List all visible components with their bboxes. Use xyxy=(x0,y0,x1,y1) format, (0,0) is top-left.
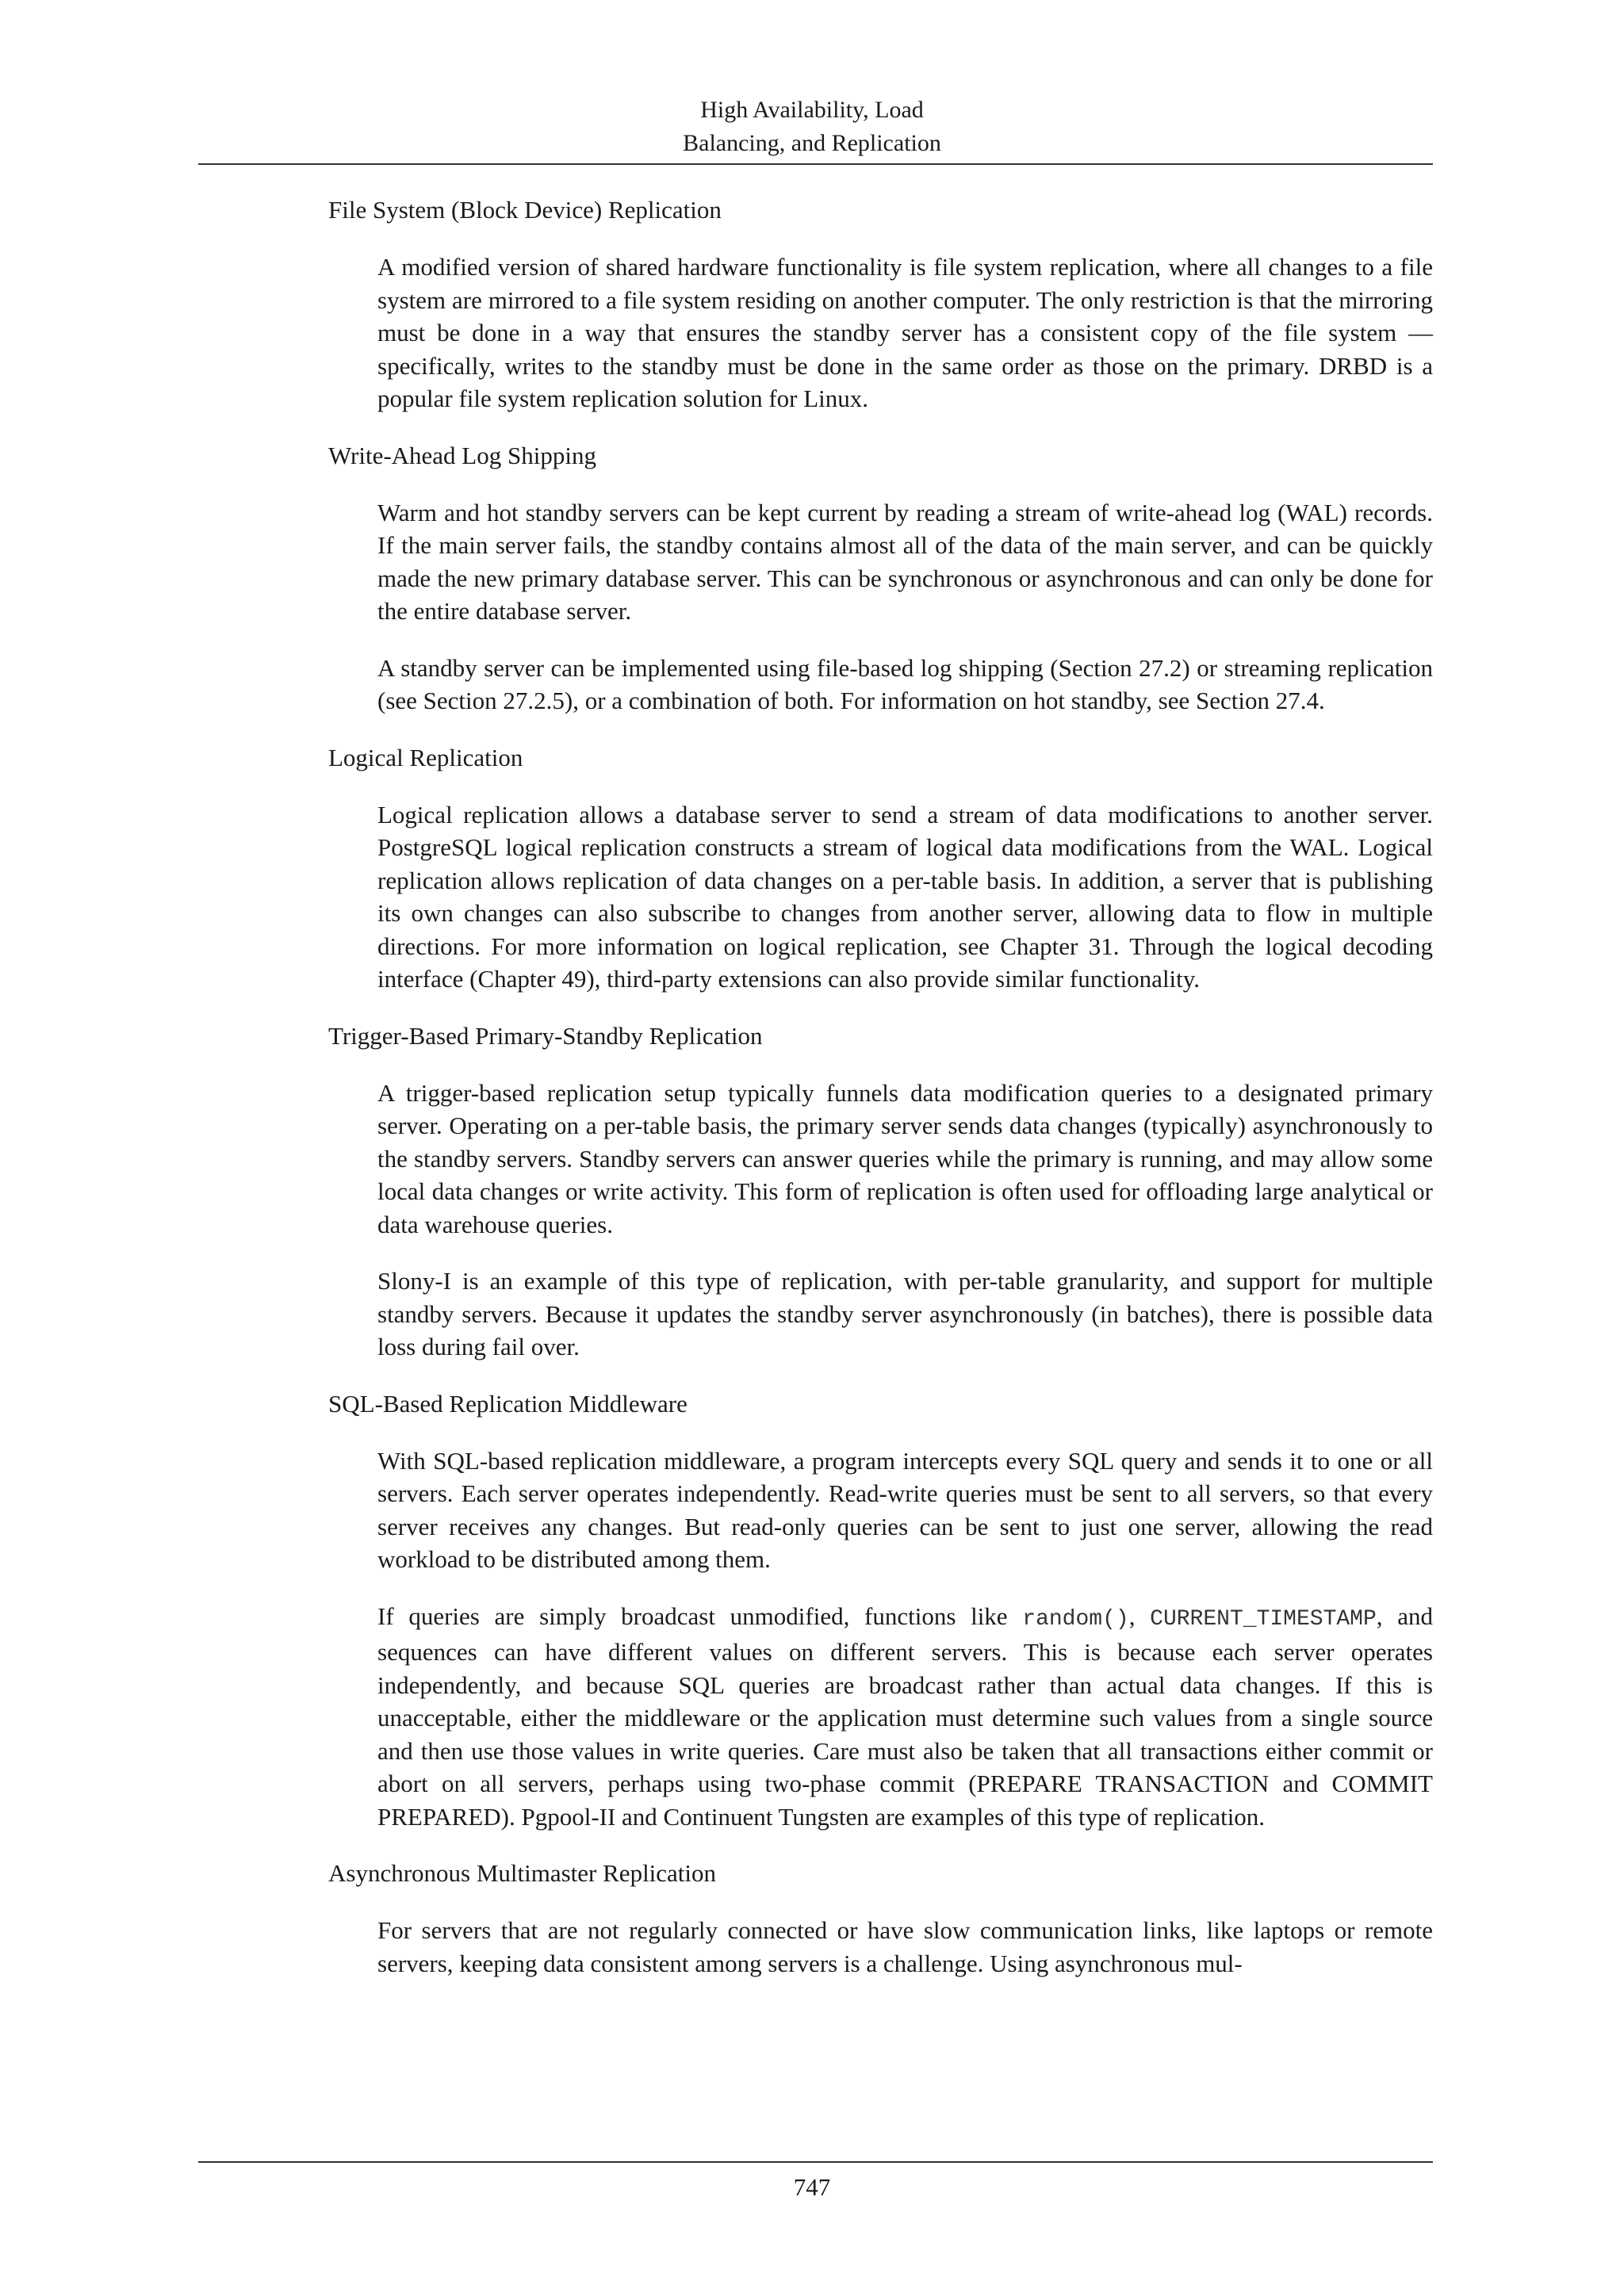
term-logical-replication: Logical Replication xyxy=(328,743,523,771)
text-run: If queries are simply broadcast unmodified, functions like xyxy=(377,1601,1023,1630)
paragraph: Warm and hot standby servers can be kept current by reading a stream of write-ahead log (WAL) records. If the main server fails, the standby contains almost all of the data of the main server, and can be quickly made the new primary database server. This can be synchronous or asynchronous and can only be done for the entire database server. xyxy=(377,498,1433,625)
paragraph: Logical replication allows a database server to send a stream of data modifications to another server. PostgreSQL logical replication constructs a stream of logical data modifications from the WAL. Logical replication allows replication of data changes on a per-table basis. In addition, a server that is publishing its own changes can also subscribe to changes from another server, allowing data to flow in multiple directions. For more information on logical replication, see Chapter 31. Through the logical decoding interface (Chapter 49), third-party extensions can also provide similar functionality. xyxy=(377,800,1433,993)
paragraph: For servers that are not regularly connected or have slow communication links, like laptops or remote servers, keeping data consistent among servers is a challenge. Using asynchronous mul- xyxy=(377,1916,1433,1977)
text-run: , and sequences can have different values on different servers. This is because each server operates independently, and because SQL queries are broadcast rather than actual data changes. If this is unacceptable, either the middleware or the application must determine such values from a single source and then use those values in write queries. Care must also be taken that all transactions either commit or abort on all servers, perhaps using two-phase commit (PREPARE TRANSACTION and COMMIT PREPARED). Pgpool-II and Continuent Tungsten are examples of this type of replication. xyxy=(377,1601,1433,1831)
running-header xyxy=(0,94,1624,160)
page-body xyxy=(328,193,1433,2005)
header-rule xyxy=(198,163,1433,165)
paragraph: With SQL-based replication middleware, a program intercepts every SQL query and sends it to one or all servers. Each server operates independently. Read-write queries must be sent to all servers, so that every server receives any changes. But read-only queries can be sent to just one server, allowing the read workload to be distributed among them. xyxy=(377,1446,1433,1573)
running-header-line-1: High Availability, Load xyxy=(700,97,924,123)
paragraph: A modified version of shared hardware functionality is file system replication, where all changes to a file system are mirrored to a file system residing on another computer. The only restriction is that the mirroring must be done in a way that ensures the standby server has a consistent copy of the file system — specifically, writes to the standby must be done in the same order as those on the primary. DRBD is a popular file system replication solution for Linux. xyxy=(377,253,1433,412)
term-file-system-replication: File System (Block Device) Replication xyxy=(328,196,722,224)
text-run: , xyxy=(1128,1601,1151,1630)
running-header-line-2: Balancing, and Replication xyxy=(683,130,941,156)
page-number: 747 xyxy=(793,2173,831,2201)
paragraph: Slony-I is an example of this type of replication, with per-table granularity, and support for multiple standby servers. Because it updates the standby server asynchronously (in batches), there is possible data loss during fail over. xyxy=(377,1267,1433,1360)
term-sql-based-middleware: SQL-Based Replication Middleware xyxy=(328,1389,688,1418)
code-current-timestamp: CURRENT_TIMESTAMP xyxy=(1150,1606,1377,1632)
term-wal-shipping: Write-Ahead Log Shipping xyxy=(328,441,596,469)
term-async-multimaster: Asynchronous Multimaster Replication xyxy=(328,1859,717,1887)
paragraph-with-code xyxy=(377,1600,1433,1834)
paragraph: A standby server can be implemented using file-based log shipping (Section 27.2) or streaming replication (see Section 27.2.5), or a combination of both. For information on hot standby, see Section 27.4. xyxy=(377,653,1433,714)
term-trigger-based-replication: Trigger-Based Primary-Standby Replication xyxy=(328,1021,763,1050)
footer-rule xyxy=(198,2161,1433,2163)
code-random: random() xyxy=(1022,1606,1129,1632)
paragraph: A trigger-based replication setup typically funnels data modification queries to a designated primary server. Operating on a per-table basis, the primary server sends data changes (typically) asynchronously to the standby servers. Standby servers can answer queries while the primary is running, and may allow some local data changes or write activity. This form of replication is often used for offloading large analytical or data warehouse queries. xyxy=(377,1078,1433,1238)
